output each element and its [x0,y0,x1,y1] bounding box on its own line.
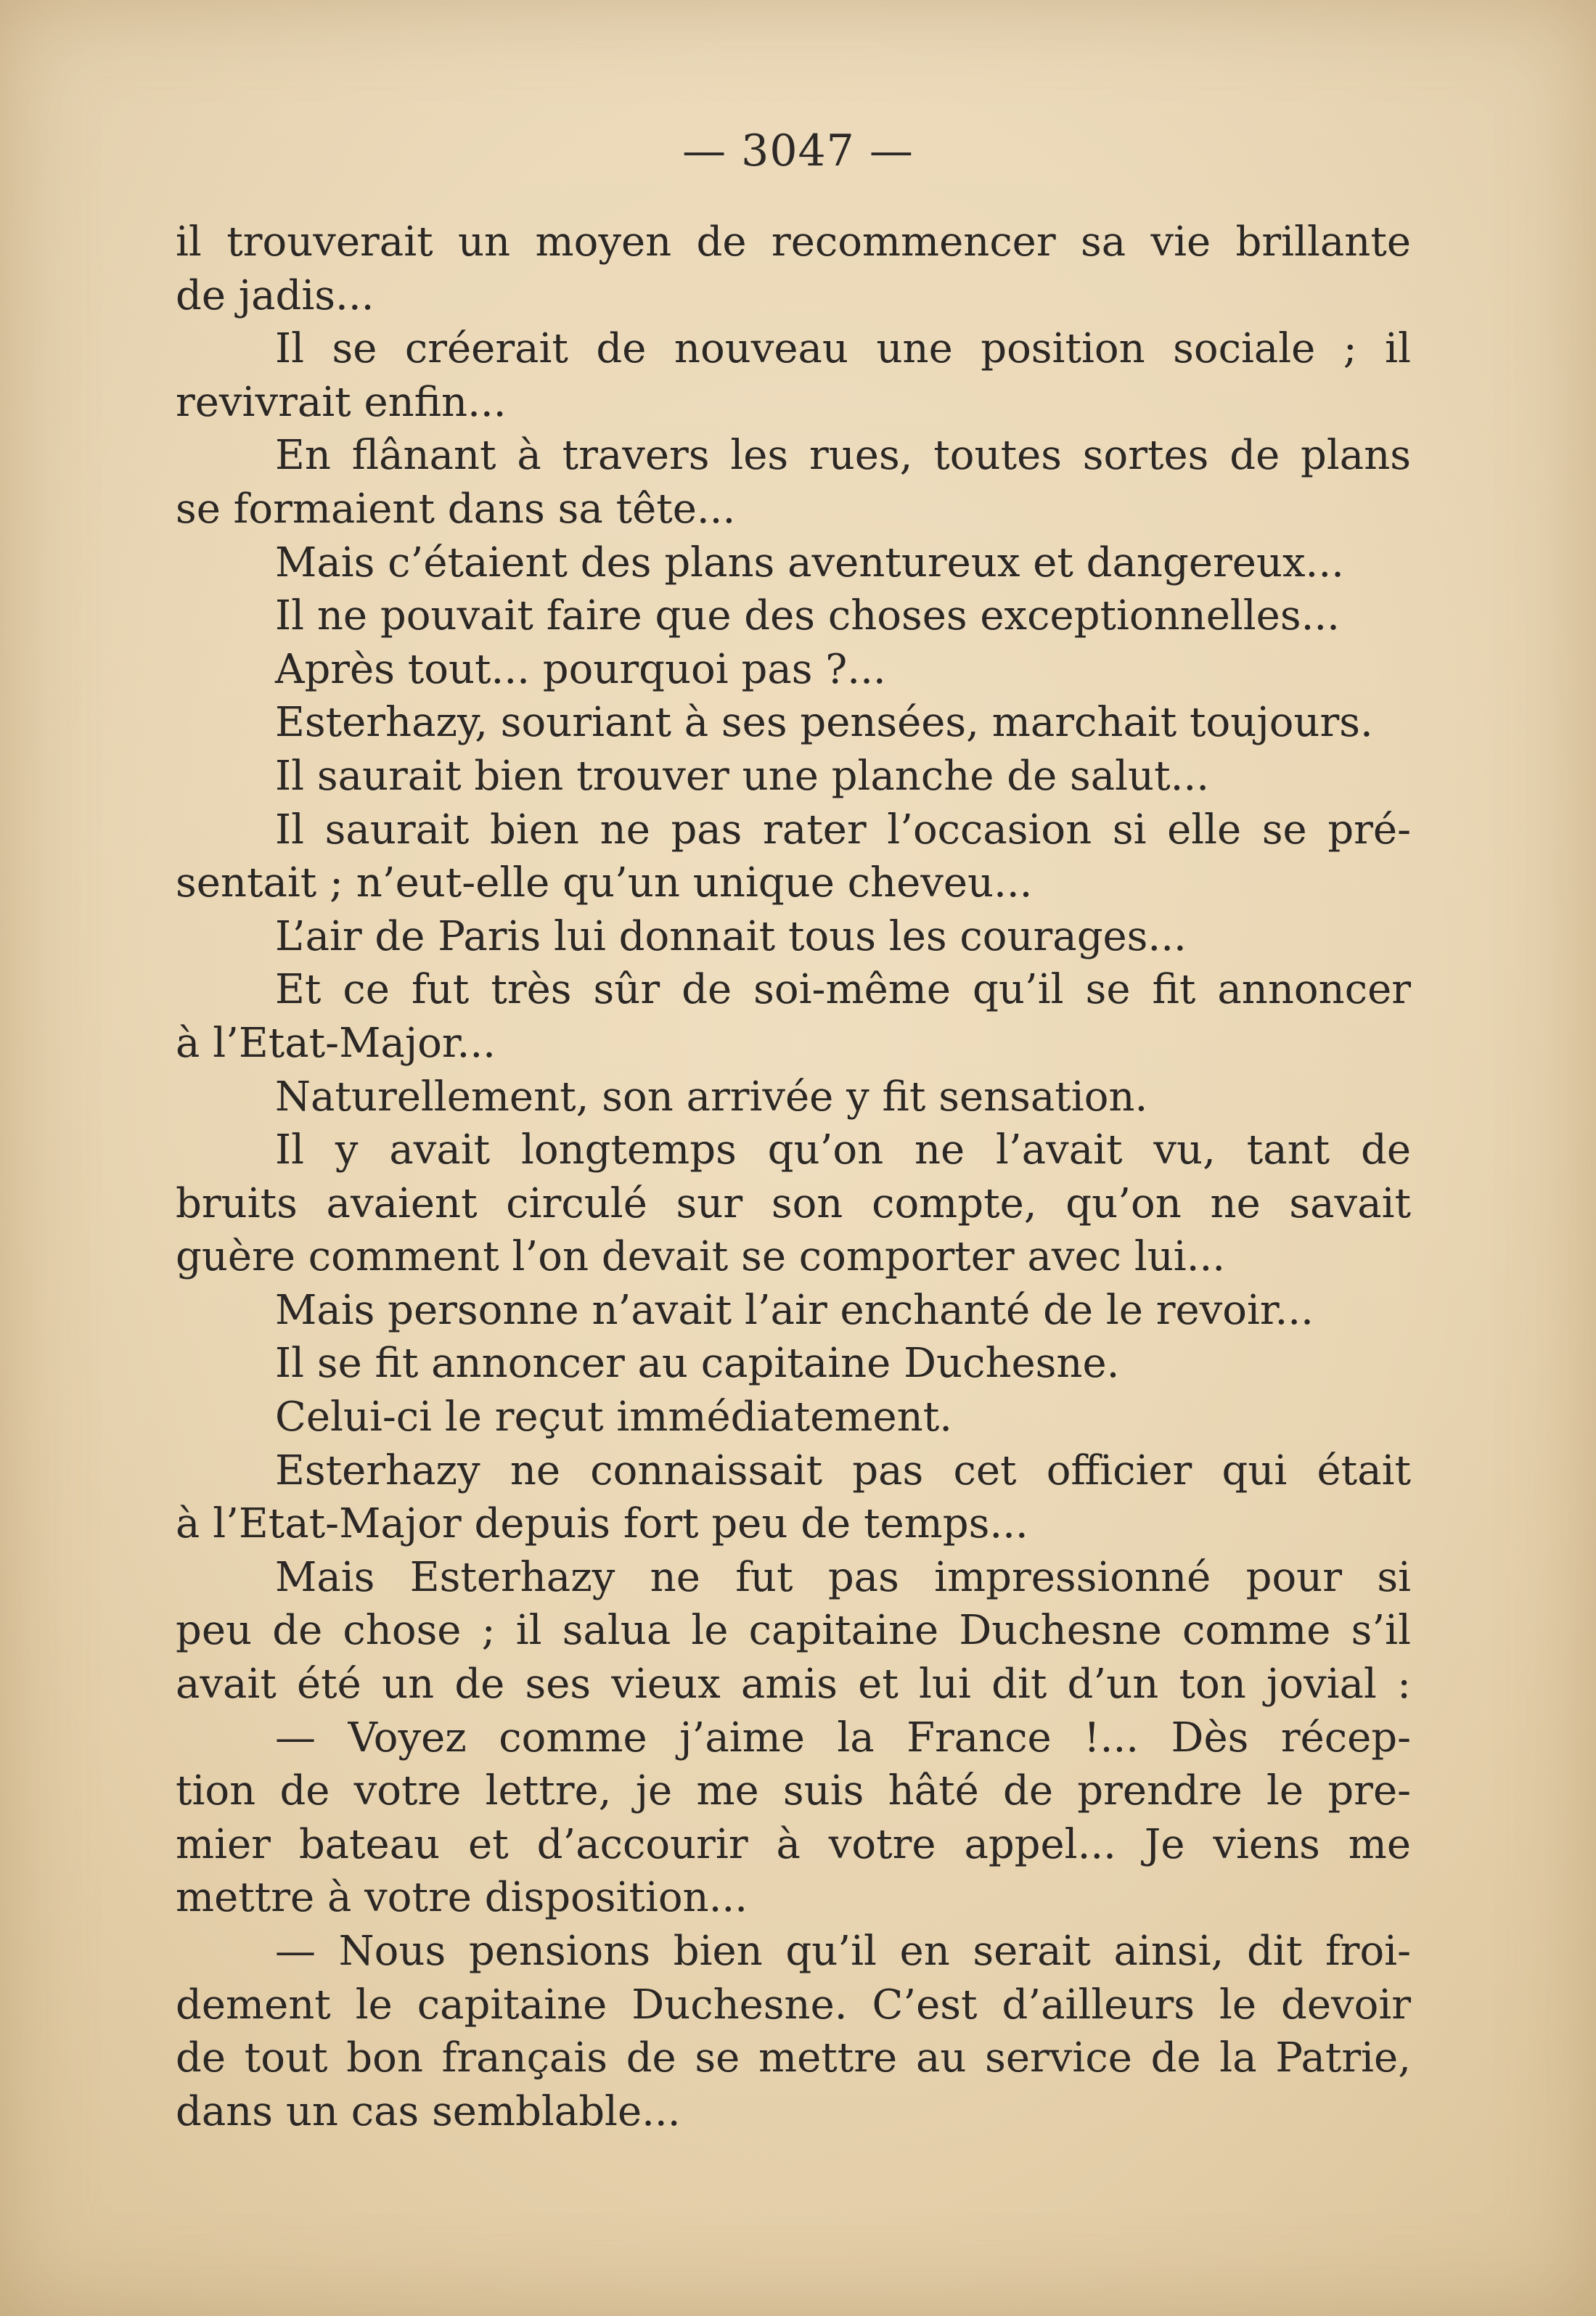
text-line: de jadis... [176,271,375,319]
text-line: Il y avait longtemps qu’on ne l’avait vu, tant de [275,1126,1411,1174]
text-line: Il saurait bien trouver une planche de salut... [275,752,1210,800]
text-line: tion de votre lettre, je me suis hâté de prendre le pre- [176,1767,1411,1815]
text-line: Il se créerait de nouveau une position sociale ; il [275,325,1411,373]
text-line: L’air de Paris lui donnait tous les courages... [275,912,1187,960]
text-line: Mais personne n’avait l’air enchanté de le revoir... [275,1286,1314,1334]
text-line: sentait ; n’eut-elle qu’un unique cheveu... [176,859,1033,907]
text-line: avait été un de ses vieux amis et lui dit d’un ton jovial : [176,1661,1411,1709]
text-line: mettre à votre disposition... [176,1874,748,1922]
page-number: — 3047 — [682,126,914,176]
text-line: de tout bon français de se mettre au service de la Patrie, [176,2034,1411,2082]
text-line: — Voyez comme j’aime la France !... Dès récep- [275,1714,1411,1761]
text-line: Mais c’étaient des plans aventureux et dangereux... [275,539,1344,586]
text-line: Naturellement, son arrivée y fit sensation. [275,1073,1148,1121]
text-line: à l’Etat-Major... [176,1019,496,1067]
text-line: dement le capitaine Duchesne. C’est d’ailleurs le devoir [176,1981,1411,2029]
text-line: — Nous pensions bien qu’il en serait ainsi, dit froi- [275,1928,1411,1975]
text-line: Il se fit annoncer au capitaine Duchesne. [275,1340,1120,1388]
text-line: Esterhazy ne connaissait pas cet officier qui était [275,1447,1411,1494]
body-text [176,216,1411,2138]
text-line: En flânant à travers les rues, toutes sortes de plans [275,432,1411,480]
text-line: peu de chose ; il salua le capitaine Duchesne comme s’il [176,1607,1411,1655]
text-line: mier bateau et d’accourir à votre appel... Je viens me [176,1820,1411,1868]
text-line: bruits avaient circulé sur son compte, qu’on ne savait [176,1179,1411,1227]
text-line: dans un cas semblable... [176,2087,681,2135]
text-line: Il ne pouvait faire que des choses exceptionnelles... [275,592,1340,640]
text-line: à l’Etat-Major depuis fort peu de temps... [176,1500,1028,1548]
text-line: Mais Esterhazy ne fut pas impressionné pour si [275,1553,1411,1601]
text-line: Esterhazy, souriant à ses pensées, marchait toujours. [275,699,1373,747]
text-line: se formaient dans sa tête... [176,485,736,533]
text-line: Il saurait bien ne pas rater l’occasion si elle se pré- [275,806,1411,854]
text-line: Après tout... pourquoi pas ?... [275,645,886,693]
text-line: Celui-ci le reçut immédiatement. [275,1394,953,1441]
text-line: Et ce fut très sûr de soi-même qu’il se fit annoncer [275,966,1411,1014]
text-line: il trouverait un moyen de recommencer sa vie brillante [176,218,1411,266]
text-line: guère comment l’on devait se comporter avec lui... [176,1233,1226,1281]
text-line: revivrait enfin... [176,378,507,426]
